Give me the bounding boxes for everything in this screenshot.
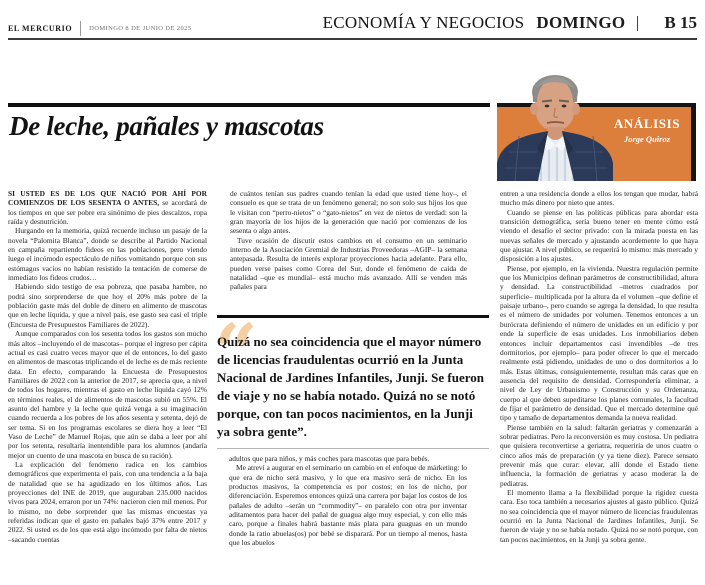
lead-in-text: SI USTED ES DE LOS QUE NACIÓ POR AHÍ POR COMIENZOS DE LOS SESENTA O ANTES, <box>8 189 207 208</box>
paragraph: El momento llama a la flexibilidad porque la rigidez cuesta cara. Eso toca también a necesarios ajustes al gasto público. Quizá no sea coincidencia que el mayor número de licencias fraudulentas ocurrió en la Junta Nacional de Jardines Infantiles, Junji. Se fueron de viaje y no se había notado. Quizá no se notó porque, con tan pocos nacimientos, en la Junji ya sobra gente. <box>500 488 698 544</box>
masthead-left <box>8 21 191 36</box>
lead-rest-text: se acordará de los tiempos en que ser pobre era sinónimo de pies descalzos, ropa raída y desnutrición. <box>8 198 207 227</box>
paragraph: Habiendo sido testigo de esa pobreza, que pasaba hambre, no podrá sino sorprenderse de que hoy el 20% más pobre de la población gaste más del doble de dinero en alimento de mascotas que en leche líquida, y que a nivel país, ese gasto sea casi el triple (Encuesta de Presupuestos Familiares de 2022). <box>8 282 207 329</box>
pull-quote <box>214 307 489 449</box>
paper-logo: EL MERCURIO <box>8 24 73 33</box>
masthead-bar <box>637 16 638 31</box>
paragraph: Me atreví a augurar en el seminario un cambio en el enfoque de márketing: lo que era de nicho será masivo, y lo que era masivo será de nicho. En los productos masivos, la competencia es por costos; en los de nicho, por diferenciación. Esperemos entonces quizá una carrera por bajar los costos de los pañales de adulto –serán un “commodity”– en paralelo con otra por inventar aditamentos para hacer del pañal de guagua algo muy especial, y con ello más caro, porque a finales habrá bastante más plata para guaguas en un mundo donde la ratio abuelas(os) por bebé se disparará. Por un tiempo al menos, hasta que los abuelos <box>229 463 467 548</box>
masthead-right <box>323 13 697 33</box>
author-photo <box>497 70 613 181</box>
masthead-rule <box>8 38 697 40</box>
paragraph: Cuando se piense en las políticas públicas para abordar esta transición demográfica, sería bueno tener en mente cómo está viendo el desafío el sector privado: con la mirada puesta en las nuevas señales de mercado y ajustando acordemente lo que haya que ajustar. A nivel público, se requerirá lo mismo: más mercado y disposición a los ajustes. <box>500 207 698 264</box>
article-column-1 <box>8 189 207 544</box>
pull-quote-text: Quizá no sea coincidencia que el mayor número de licencias fraudulentas ocurrió en la Junta Nacional de Jardines Infantiles, Junji. Se fueron de viaje y no se había notado. Quizá no se notó porque, con tan pocos nacimientos, en la Junji ya sobra gente”. <box>217 334 485 439</box>
page-number: B 15 <box>664 13 697 32</box>
masthead-date: DOMINGO 8 DE JUNIO DE 2025 <box>89 25 192 32</box>
paragraph: La explicación del fenómeno radica en los cambios demográficos que experimenta el país, con una tendencia a la baja de natalidad que se ha agudizado en los últimos años. Las proyecciones del INE de 2019, que auguraban 235.000 nacidos vivos para 2024, erraron por un 74%: nacieron cien mil menos. Por lo mismo, no debe sorprender que las mismas encuestas ya referidas indican que el gasto en pañales bajó 37% entre 2017 y 2022. Si usted es de los que está algo incómodo por falta de nietos –sacando cuentas <box>8 459 207 544</box>
lead-paragraph <box>8 189 207 226</box>
article-title: De leche, pañales y mascotas <box>9 111 324 141</box>
paragraph: Aunque comparados con los sesenta todos los gastos son mucho más altos –incluyendo el de mascotas– porque el ingreso per cápita actual es casi cuatro veces mayor que el de entonces, lo del gasto en alimentos de mascotas triplicando el de leche es de más reciente data. En efecto, comparando la Encuesta de Presupuestos Familiares de 2022 con la anterior de 2017, se aprecia que, a nivel de todos los hogares, mientras el gasto en leche líquida cayó 12% en términos reales, el de alimentos de mascotas subió un 55%. El asunto del hambre y la leche que quizá venga a su imaginación cuando recuerda a los pobres de los años sesenta y setenta, dejó de ser tema. Si en los programas escolares se diera hoy a leer “El Vaso de Leche” de Manuel Rojas, que aún se daba a leer por ahí por los setenta, resultaría inentendible para los alumnos (andaría mejor un cuento de una mascota en busca de su ración). <box>8 329 207 460</box>
article-column-2-top <box>230 189 467 292</box>
quote-mark-icon: “ <box>214 307 258 396</box>
paragraph: Hurgando en la memoria, quizá recuerde incluso un pasaje de la novela “Palomita Blanca”, donde se describe al Partido Nacional en campaña repartiendo fideos en las poblaciones, pero viendo luego el incómodo espectáculo de niños vomitando porque con sus estómagos vacíos no habían resistido la tentación de comerse de inmediato los fideos crudos… <box>8 226 207 283</box>
section-title: ECONOMÍA Y NEGOCIOS <box>322 13 525 32</box>
portrait-illustration <box>497 70 613 181</box>
paragraph: entren a una residencia donde a ellos los tengan que mudar, habrá mucho más dinero por nieto que antes. <box>500 189 698 208</box>
masthead-divider <box>80 21 81 36</box>
article-column-3 <box>500 189 698 544</box>
paragraph: Piense también en la salud: faltarán geriatras y comenzarán a sobrar pediatras. Pero la reconversión es muy costosa. Un pediatra que quisiera reconvertirse a geriatra, requeriría de unos cuatro o cinco años más de preparación (y ya tiene diez). Parece sensato prevenir más que curar: elevar, allí donde el Estado tiene influencia, la formación de geriatras y acaso moderar la de pediatras. <box>500 422 698 488</box>
edition-day: DOMINGO <box>536 13 626 32</box>
paragraph: de cuántos tenían sus padres cuando tenían la edad que usted tiene hoy–, el consuelo es que se trata de un fenómeno general; no son solo sus hijos los que le visitan con “perro-nietos” o “gato-nietos” en vez de nietos de verdad: son la gran mayoría de los hijos de la generación que nació por comienzos de los sesenta o algo antes. <box>230 189 467 236</box>
article-column-2-bottom <box>229 454 467 547</box>
paragraph: Tuve ocasión de discutir estos cambios en el consumo en un seminario interno de la Asociación Gremial de Industrias Proveedoras –AGIP– la semana antepasada. Resulta de interés explorar proyecciones hacia adelante. Para ello, pueden verse países como Corea del Sur, donde el fenómeno de caída de natalidad –que es mundial– está mucho más avanzado. Allí se venden más pañales para <box>230 235 467 292</box>
headline-rule <box>8 103 490 107</box>
paragraph: adultos que para niños, y más coches para mascotas que para bebés. <box>229 454 430 463</box>
paragraph: Piense, por ejemplo, en la vivienda. Nuestra regulación permite que los Municipios definan parámetros de constructibilidad, altura y densidad. La constructibilidad –metros cuadrados por superficie– multiplicada por la altura da el volumen –que define el paisaje urbano–, pero cuando se agrega la densidad, lo que resulta es el número de unidades por volumen. Tenemos entonces a un burócrata definiendo el número de unidades en un edificio y por ende la superficie de esas unidades. Los inmobiliarios deben entonces incluir departamentos casi invendibles –de tres dormitorios, por ejemplo– para poder ofrecer lo que el mercado realmente está pidiendo, unidades de uno o dos dormitorios a lo más. Estas últimas, consiguientemente, resultan más caras que en ausencia del requisito de densidad. Correspondería eliminar, a nivel de Ley de Urbanismo y Construcción y su Ordenanza, cuerpo al que deben supeditarse los planes comunales, la facultad de fijar el parámetro de densidad. Que el mercado determine qué tipo y tamaño de departamentos demanda la nueva realidad. <box>500 263 698 423</box>
author-name: Jorge Quiroz <box>623 134 671 144</box>
analysis-kicker: ANÁLISIS <box>613 116 681 131</box>
